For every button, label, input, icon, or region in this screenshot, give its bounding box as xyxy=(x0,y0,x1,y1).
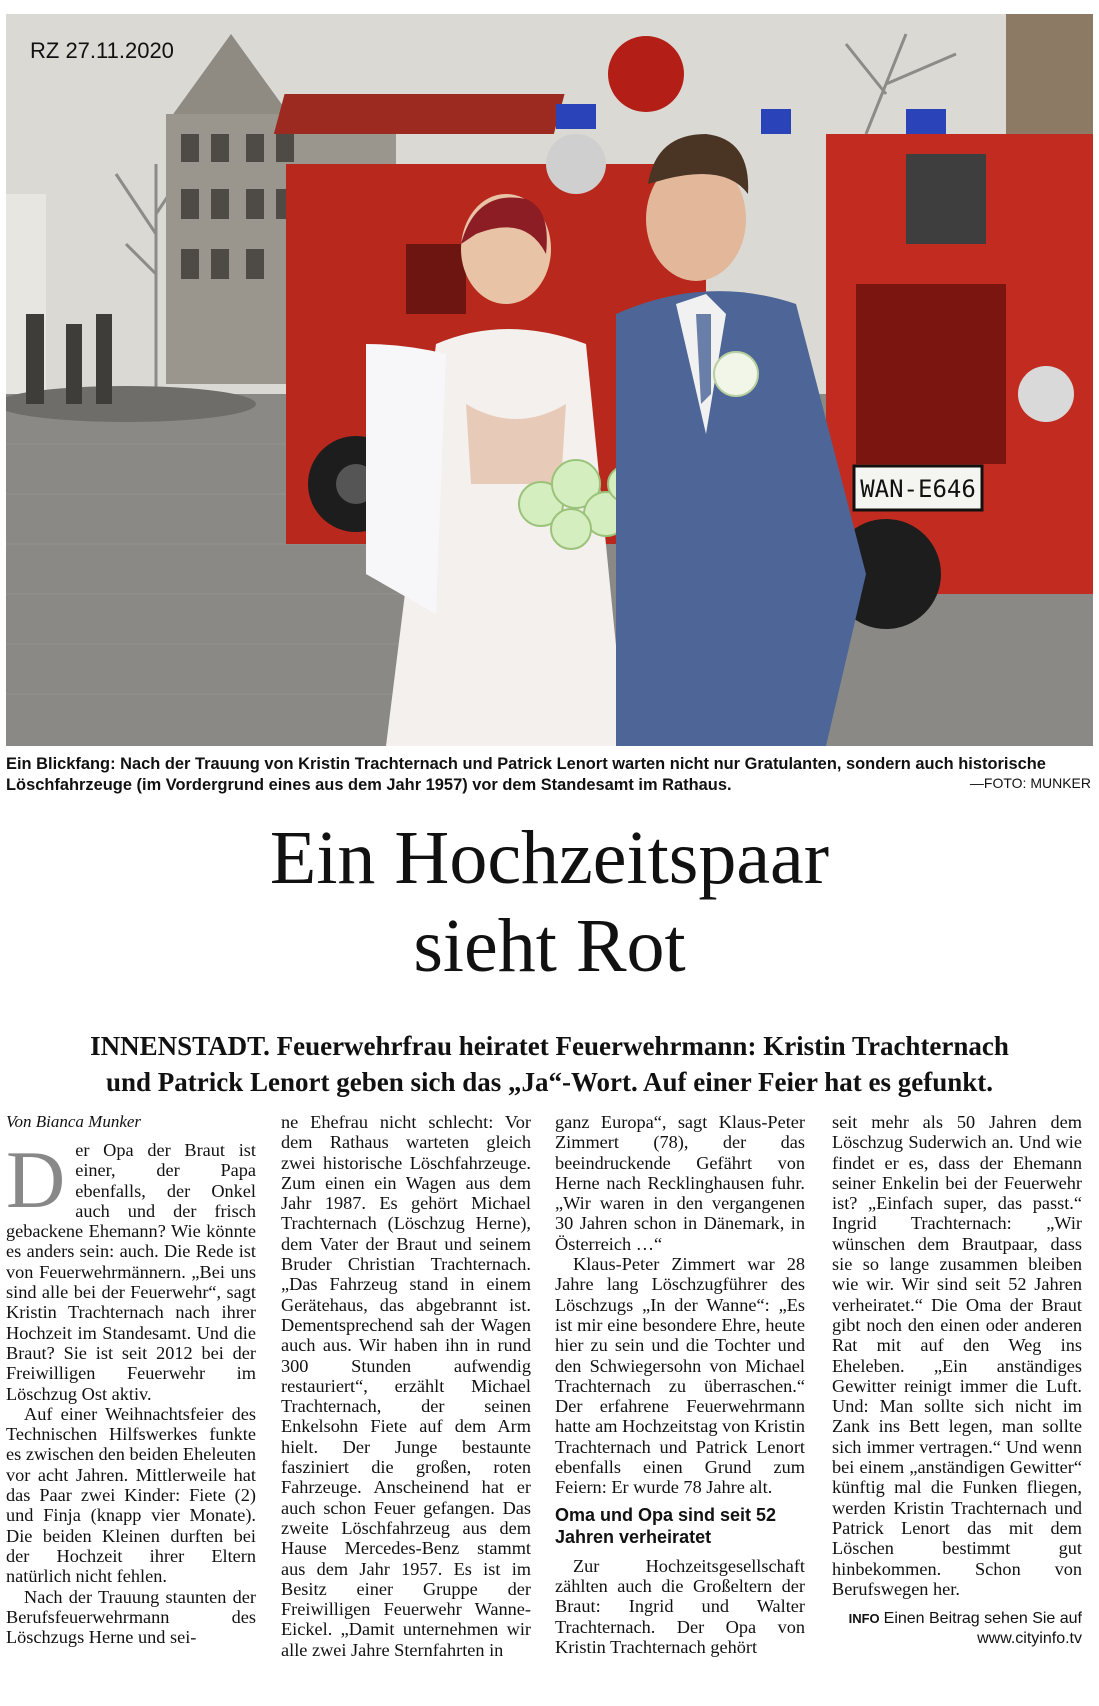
headline-line-2: sieht Rot xyxy=(413,904,686,988)
photo-caption: Ein Blickfang: Nach der Trauung von Kristin Trachternach und Patrick Lenort warten nicht nur Gratulanten, sondern auch historische Löschfahrzeuge (im Vordergrund eines aus dem Jahr 1957) vor dem Standesamt im Rathaus. xyxy=(6,755,1046,794)
license-plate: WAN-E646 xyxy=(860,475,976,503)
date-stamp: RZ 27.11.2020 xyxy=(30,38,174,63)
section-subtitle: Oma und Opa sind seit 52 Jahren verheiratet xyxy=(555,1504,777,1547)
paragraph: Zur Hochzeitsgesellschaft zählten auch die Großeltern der Braut: Ingrid und Walter Trachternach. Der Opa von Kristin Trachternach gehört xyxy=(555,1555,805,1657)
paragraph: ganz Europa“, sagt Klaus-Peter Zimmert (78), der das beeindruckende Gefährt von Herne nach Recklinghausen fuhr. „Wir waren in den vergangenen 30 Jahren schon in Dänemark, in Österreich …“ xyxy=(555,1112,805,1254)
paragraph: seit mehr als 50 Jahren dem Löschzug Suderwich an. Und wie findet er es, dass der Ehemann seiner Enkelin bei der Feuerwehr ist? „Einfach super, das passt.“ Ingrid Trachternach: „Wir wünschen dem Brautpaar, dass sie so lange zusammen bleiben wie wir. Wir sind seit 52 Jahren verheiratet.“ Die Oma der Braut gibt noch den einen oder anderen Rat mit auf den Weg ins Eheleben. „Ein anständiges Gewitter reinigt immer die Luft. Und: Man sollte sich nicht im Zank ins Bett legen, man sollte sich immer vertragen.“ Und wenn bei einem „anständigen Gewitter“ künftig mal die Funken fliegen, werden Kristin Trachternach und Patrick Lenort das mit dem Löschen bestimmt gut hinbekommen. Schon von Berufswegen her. xyxy=(832,1112,1082,1599)
headline xyxy=(0,814,1099,990)
paragraph: Auf einer Weihnachtsfeier des Technischen Hilfswerkes funkte es zwischen den beiden Eheleuten vor acht Jahren. Mittlerweile hat das Paar zwei Kinder: Fiete (2) und Finja (knapp vier Monate). Die beiden Kleinen durften bei der Hochzeit ihrer Eltern natürlich nicht fehlen. xyxy=(6,1403,256,1587)
subheadline xyxy=(0,1028,1099,1100)
paragraph: er Opa der Braut ist einer, der Papa ebenfalls, der Onkel auch und der frisch gebackene Ehemann? Wie könnte es anders sein: auch. Die Rede ist von Feuerwehrmännern. „Bei uns sind alle bei der Feuerwehr“, sagt Kristin Trachternach nach ihrer Hochzeit im Standesamt. Und die Braut? Sie ist seit 2012 bei der Freiwilligen Feuerwehr im Löschzug Ost aktiv. xyxy=(6,1140,256,1404)
article-column-2 xyxy=(281,1112,531,1660)
drop-cap: D xyxy=(6,1134,66,1225)
article-column-4 xyxy=(832,1112,1082,1649)
photo-credit: —FOTO: MUNKER xyxy=(969,775,1091,791)
byline: Von Bianca Munker xyxy=(6,1112,142,1131)
headline-line-1: Ein Hochzeitspaar xyxy=(269,816,830,900)
info-box xyxy=(832,1609,1082,1649)
subheadline-line-1: INNENSTADT. Feuerwehrfrau heiratet Feuerwehrmann: Kristin Trachternach xyxy=(90,1031,1009,1061)
paragraph: Klaus-Peter Zimmert war 28 Jahre lang Löschzugführer des Löschzugs „In der Wanne“: „Es ist mir eine besondere Ehre, heute hier zu sein und die Tochter und den Schwiegersohn von Michael Trachternach zu überraschen.“ Der erfahrene Feuerwehrmann hatte am Hochzeitstag von Kristin Trachternach und Patrick Lenort ebenfalls einen Grund zum Feiern: Er wurde 78 Jahre alt. xyxy=(555,1254,805,1498)
subheadline-line-2: und Patrick Lenort geben sich das „Ja“-Wort. Auf einer Feier hat es gefunkt. xyxy=(106,1067,993,1097)
article-column-3 xyxy=(555,1112,805,1657)
info-text: Einen Beitrag sehen Sie auf www.cityinfo.tv xyxy=(883,1610,1082,1648)
paragraph: ne Ehefrau nicht schlecht: Vor dem Rathaus warteten gleich zwei historische Löschfahrzeuge. Zum einen ein Wagen aus dem Jahr 1987. Es gehört Michael Trachternach (Löschzug Herne), dem Vater der Braut und seinem Bruder Christian Trachternach. „Das Fahrzeug stand in einem Gerätehaus, das abgebrannt ist. Dementsprechend sah der Wagen auch aus. Wir haben ihn in rund 300 Stunden aufwendig restauriert“, erzählt Michael Trachternach, der seinen Enkelsohn Fiete auf dem Arm hielt. Der Junge bestaunte fasziniert die großen, roten Fahrzeuge. Anscheinend hat er auch schon Feuer gefangen. Das zweite Löschfahrzeug aus dem Hause Mercedes-Benz stammt aus dem Jahr 1957. Es ist im Besitz einer Gruppe der Freiwilligen Feuerwehr Wanne-Eickel. „Damit unternehmen wir alle zwei Jahre Sternfahrten in xyxy=(281,1112,531,1660)
wedding-photo xyxy=(6,14,1093,746)
paragraph: Nach der Trauung staunten der Berufsfeuerwehrmann des Löschzugs Herne und sei- xyxy=(6,1586,256,1648)
article-column-1 xyxy=(6,1134,256,1648)
info-label: INFO xyxy=(848,1611,880,1627)
